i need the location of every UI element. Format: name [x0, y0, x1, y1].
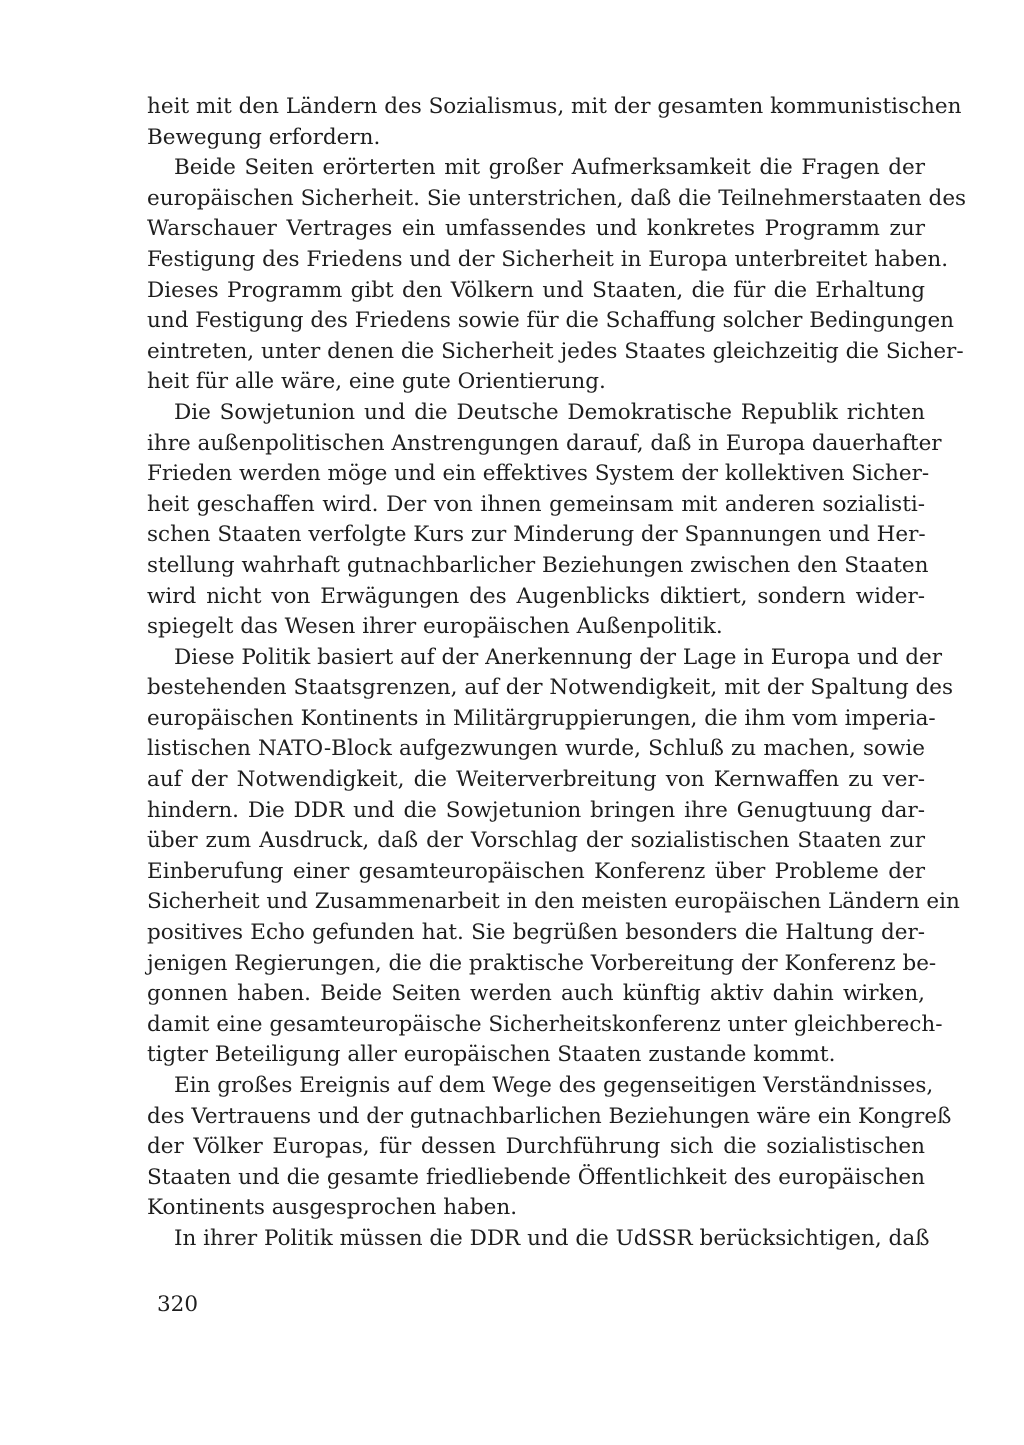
text-line: europäischen Kontinents in Militärgruppierungen, die ihm vom imperia- — [147, 705, 936, 731]
paragraph — [147, 153, 967, 398]
text-line: Die Sowjetunion und die Deutsche Demokratische Republik richten — [174, 399, 925, 425]
paragraph — [147, 1224, 930, 1255]
text-line: und Festigung des Friedens sowie für die Schaffung solcher Bedingungen — [147, 308, 955, 334]
text-line: Diese Politik basiert auf der Anerkennung der Lage in Europa und der — [174, 644, 943, 670]
text-line: eintreten, unter denen die Sicherheit jedes Staates gleichzeitig die Sicher- — [147, 338, 964, 364]
text-line: stellung wahrhaft gutnachbarlicher Beziehungen zwischen den Staaten — [147, 552, 929, 578]
text-line: gonnen haben. Beide Seiten werden auch künftig aktiv dahin wirken, — [147, 981, 925, 1007]
text-line: ihre außenpolitischen Anstrengungen darauf, daß in Europa dauerhafter — [147, 430, 942, 456]
text-line: hindern. Die DDR und die Sowjetunion bringen ihre Genugtuung dar- — [147, 797, 925, 823]
text-line: Dieses Programm gibt den Völkern und Staaten, die für die Erhaltung — [147, 277, 925, 303]
text-line: listischen NATO-Block aufgezwungen wurde, Schluß zu machen, sowie — [147, 736, 925, 762]
text-line: schen Staaten verfolgte Kurs zur Minderung der Spannungen und Her- — [147, 522, 926, 548]
paragraph — [147, 1071, 952, 1224]
text-line: In ihrer Politik müssen die DDR und die UdSSR berücksichtigen, daß — [174, 1225, 930, 1251]
text-line: über zum Ausdruck, daß der Vorschlag der sozialistischen Staaten zur — [147, 828, 925, 854]
text-line: heit geschaffen wird. Der von ihnen gemeinsam mit anderen sozialisti- — [147, 491, 925, 517]
text-line: Bewegung erfordern. — [147, 124, 381, 150]
text-line: Staaten und die gesamte friedliebende Öffentlichkeit des europäischen — [147, 1164, 925, 1190]
text-line: Einberufung einer gesamteuropäischen Konferenz über Probleme der — [147, 858, 925, 884]
text-line: Sicherheit und Zusammenarbeit in den meisten europäischen Ländern ein — [147, 889, 960, 915]
text-line: Ein großes Ereignis auf dem Wege des gegenseitigen Verständnisses, — [174, 1073, 934, 1098]
text-line: Festigung des Friedens und der Sicherheit in Europa unterbreitet haben. — [147, 246, 949, 272]
text-line: Frieden werden möge und ein effektives System der kollektiven Sicher- — [147, 461, 930, 487]
text-line: Kontinents ausgesprochen haben. — [147, 1195, 518, 1221]
text-line: europäischen Sicherheit. Sie unterstrichen, daß die Teilnehmerstaaten des — [147, 185, 967, 211]
text-line: wird nicht von Erwägungen des Augenblicks diktiert, sondern wider- — [147, 583, 925, 609]
text-line: tigter Beteiligung aller europäischen Staaten zustande kommt. — [147, 1042, 836, 1068]
text-line: Beide Seiten erörterten mit großer Aufmerksamkeit die Fragen der — [174, 155, 925, 181]
text-line: heit mit den Ländern des Sozialismus, mit der gesamten kommunistischen — [147, 94, 962, 119]
text-line: damit eine gesamteuropäische Sicherheitskonferenz unter gleichberech- — [147, 1011, 943, 1037]
text-line: auf der Notwendigkeit, die Weiterverbreitung von Kernwaffen zu ver- — [147, 767, 925, 793]
text-line: heit für alle wäre, eine gute Orientierung. — [147, 369, 606, 395]
text-line: spiegelt das Wesen ihrer europäischen Außenpolitik. — [147, 614, 723, 640]
paragraph — [147, 92, 962, 153]
text-line: der Völker Europas, für dessen Durchführung sich die sozialistischen — [147, 1134, 925, 1160]
paragraph — [147, 643, 960, 1071]
text-line: Warschauer Vertrages ein umfassendes und konkretes Programm zur — [147, 216, 925, 242]
paragraph — [147, 398, 942, 643]
text-line: bestehenden Staatsgrenzen, auf der Notwendigkeit, mit der Spaltung des — [147, 675, 954, 701]
text-line: jenigen Regierungen, die die praktische Vorbereitung der Konferenz be- — [147, 950, 937, 976]
page-number: 320 — [157, 1292, 199, 1317]
text-line: positives Echo gefunden hat. Sie begrüßen besonders die Haltung der- — [147, 920, 925, 946]
text-line: des Vertrauens und der gutnachbarlichen Beziehungen wäre ein Kongreß — [147, 1103, 952, 1129]
body-text — [147, 92, 967, 1255]
